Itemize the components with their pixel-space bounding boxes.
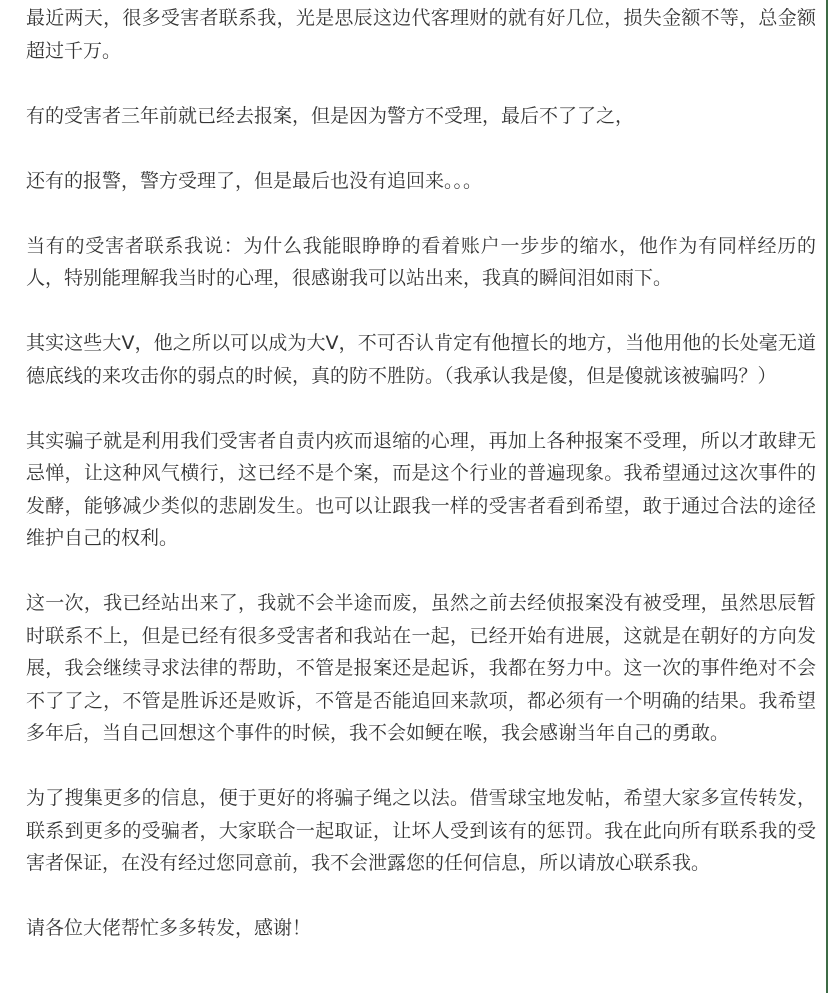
paragraph: 其实这些大V，他之所以可以成为大V，不可否认肯定有他擅长的地方，当他用他的长处毫无道德底线的来攻击你的弱点的时候，真的防不胜防。（我承认我是傻，但是傻就该被骗吗？） (26, 332, 816, 387)
paragraph: 请各位大佬帮忙多多转发，感谢！ (26, 917, 312, 939)
paragraph: 还有的报警，警方受理了，但是最后也没有追回来。。。 (26, 169, 483, 192)
paragraph: 这一次，我已经站出来了，我就不会半途而废，虽然之前去经侦报案没有被受理，虽然思辰暂时联系不上，但是已经有很多受害者和我站在一起，已经开始有进展，这就是在朝好的方向发展，我会继续寻求法律的帮助，不管是报案还是起诉，我都在努力中。这一次的事件绝对不会不了了之，不管是胜诉还是败诉，不管是否能追回来款项，都必须有一个明确的结果。我希望多年后，当自己回想这个事件的时候，我不会如鲠在喉，我会感谢当年自己的勇敢。 (26, 592, 816, 744)
paragraph: 当有的受害者联系我说：为什么我能眼睁睁的看着账户一步步的缩水，他作为有同样经历的人，特别能理解我当时的心理，很感谢我可以站出来，我真的瞬间泪如雨下。 (26, 234, 816, 289)
paragraph: 最近两天，很多受害者联系我，光是思辰这边代客理财的就有好几位，损失金额不等，总金额超过千万。 (26, 7, 816, 62)
paragraph: 有的受害者三年前就已经去报案，但是因为警方不受理，最后不了了之， (26, 104, 635, 127)
article-body (26, 2, 816, 977)
paragraph: 其实骗子就是利用我们受害者自责内疚而退缩的心理，再加上各种报案不受理，所以才敢肆无忌惮，让这种风气横行，这已经不是个案，而是这个行业的普遍现象。我希望通过这次事件的发酵，能够减少类似的悲剧发生。也可以让跟我一样的受害者看到希望，敢于通过合法的途径维护自己的权利。 (26, 429, 816, 549)
paragraph: 为了搜集更多的信息，便于更好的将骗子绳之以法。借雪球宝地发帖，希望大家多宣传转发，联系到更多的受骗者，大家联合一起取证，让坏人受到该有的惩罚。我在此向所有联系我的受害者保证，在没有经过您同意前，我不会泄露您的任何信息，所以请放心联系我。 (26, 787, 816, 874)
right-edge-divider (826, 0, 828, 993)
